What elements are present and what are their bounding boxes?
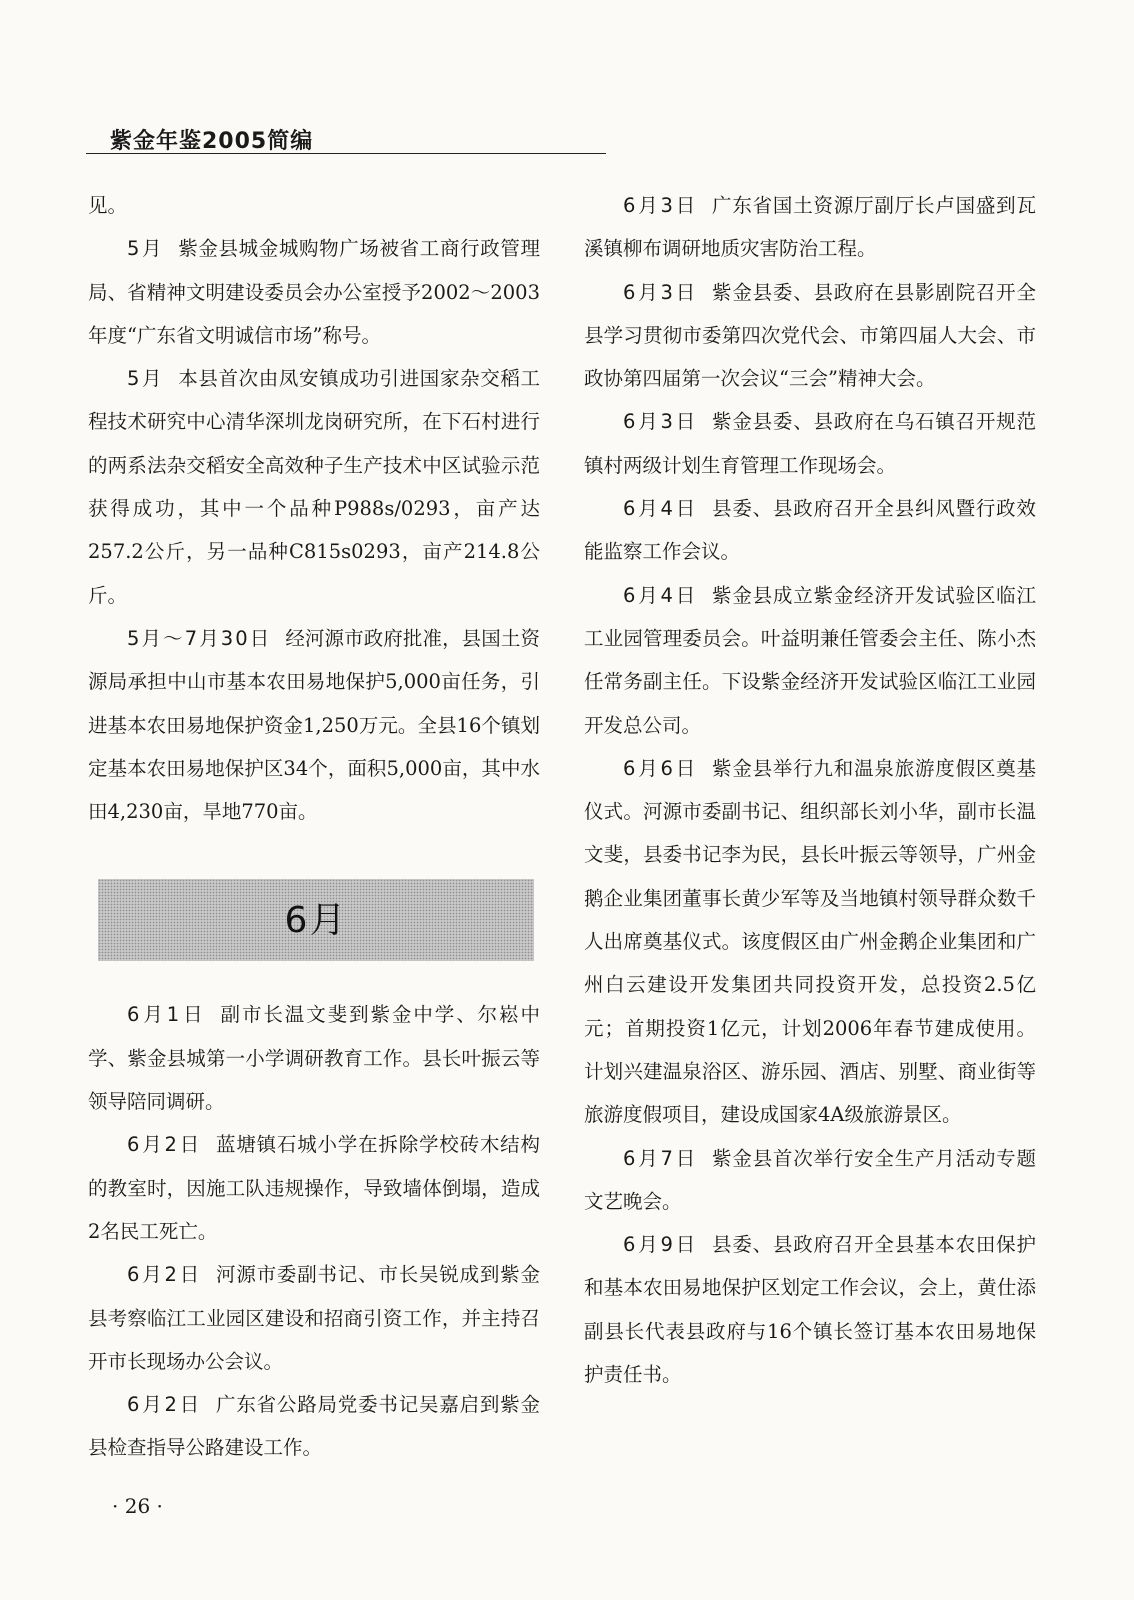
entry-date: 6月7日 bbox=[623, 1146, 699, 1170]
chronicle-entry bbox=[584, 487, 1036, 574]
entry-date: 6月3日 bbox=[623, 410, 699, 434]
entry-text: 河源市委副书记、市长吴锐成到紫金县考察临江工业园区建设和招商引资工作，并主持召开市长现场办公会议。 bbox=[88, 1263, 540, 1373]
chronicle-entry bbox=[584, 1137, 1036, 1224]
entry-text: 紫金县首次举行安全生产月活动专题文艺晚会。 bbox=[584, 1146, 1036, 1213]
chronicle-entry bbox=[88, 227, 540, 357]
entry-date: 6月9日 bbox=[623, 1233, 699, 1257]
entry-date: 6月3日 bbox=[623, 194, 699, 217]
entry-text: 广东省国土资源厅副厅长卢国盛到瓦溪镇柳布调研地质灾害防治工程。 bbox=[584, 194, 1036, 261]
entry-date: 6月4日 bbox=[623, 583, 699, 607]
chronicle-entry bbox=[584, 574, 1036, 747]
entry-text: 紫金县城金城购物广场被省工商行政管理局、省精神文明建设委员会办公室授予2002～2003年度“广东省文明诚信市场”称号。 bbox=[88, 237, 540, 347]
entry-date: 6月6日 bbox=[623, 756, 699, 780]
entry-text: 紫金县成立紫金经济开发试验区临江工业园管理委员会。叶益明兼任管委会主任、陈小杰任常务副主任。下设紫金经济开发试验区临江工业园开发总公司。 bbox=[584, 583, 1036, 737]
chronicle-entry bbox=[584, 184, 1036, 271]
running-header-title: 紫金年鉴2005简编 bbox=[110, 129, 314, 154]
entry-text: 县委、县政府召开全县基本农田保护和基本农田易地保护区划定工作会议，会上，黄仕添副县长代表县政府与16个镇长签订基本农田易地保护责任书。 bbox=[584, 1233, 1036, 1387]
entry-date: 6月4日 bbox=[623, 497, 699, 521]
header-rule bbox=[86, 153, 606, 154]
entry-text: 紫金县委、县政府在乌石镇召开规范镇村两级计划生育管理工作现场会。 bbox=[584, 410, 1036, 477]
entry-text: 副市长温文斐到紫金中学、尔崧中学、紫金县城第一小学调研教育工作。县长叶振云等领导陪同调研。 bbox=[88, 1003, 540, 1114]
month-heading-band bbox=[98, 879, 534, 961]
chronicle-entry bbox=[584, 1223, 1036, 1396]
entry-date: 5月 bbox=[127, 237, 165, 261]
continued-text: 见。 bbox=[88, 194, 128, 217]
entry-text: 广东省公路局党委书记吴嘉启到紫金县检查指导公路建设工作。 bbox=[88, 1393, 540, 1460]
entry-date: 6月2日 bbox=[127, 1133, 203, 1157]
entry-text: 县委、县政府召开全县纠风暨行政效能监察工作会议。 bbox=[584, 497, 1036, 564]
chronicle-entry bbox=[584, 747, 1036, 1137]
chronicle-entry bbox=[584, 400, 1036, 487]
entry-date: 5月～7月30日 bbox=[127, 626, 272, 650]
entry-text: 蓝塘镇石城小学在拆除学校砖木结构的教室时，因施工队违规操作，导致墙体倒塌，造成2名民工死亡。 bbox=[88, 1133, 540, 1243]
entry-date: 6月3日 bbox=[623, 280, 699, 304]
chronicle-entry bbox=[88, 357, 540, 617]
entry-date: 5月 bbox=[127, 367, 165, 391]
entry-text: 紫金县委、县政府在县影剧院召开全县学习贯彻市委第四次党代会、市第四届人大会、市政协第四届第一次会议“三会”精神大会。 bbox=[584, 280, 1036, 391]
entry-text: 经河源市政府批准，县国土资源局承担中山市基本农田易地保护5,000亩任务，引进基本农田易地保护资金1,250万元。全县16个镇划定基本农田易地保护区34个，面积5,000亩，其中水田4,230亩，旱地770亩。 bbox=[88, 626, 540, 824]
month-heading: 6月 bbox=[284, 899, 348, 941]
chronicle-entry bbox=[584, 271, 1036, 401]
chronicle-entry bbox=[88, 1383, 540, 1470]
entry-text: 紫金县举行九和温泉旅游度假区奠基仪式。河源市委副书记、组织部长刘小华，副市长温文斐，县委书记李为民，县长叶振云等领导，广州金鹅企业集团董事长黄少军等及当地镇村领导群众数千人出席奠基仪式。该度假区由广州金鹅企业集团和广州白云建设开发集团共同投资开发，总投资2.5亿元；首期投资1亿元，计划2006年春节建成使用。计划兴建温泉浴区、游乐园、酒店、别墅、商业街等旅游度假项目，建设成国家4A级旅游景区。 bbox=[584, 756, 1036, 1127]
left-column bbox=[88, 184, 540, 1470]
chronicle-entry bbox=[88, 1123, 540, 1253]
chronicle-entry bbox=[88, 1253, 540, 1383]
entry-text: 本县首次由凤安镇成功引进国家杂交稻工程技术研究中心清华深圳龙岗研究所，在下石村进行的两系法杂交稻安全高效种子生产技术中区试验示范获得成功，其中一个品种P988s/0293，亩产达257.2公斤，另一品种C815s0293，亩产214.8公斤。 bbox=[88, 367, 540, 607]
entry-date: 6月1日 bbox=[127, 1003, 207, 1027]
chronicle-entry bbox=[88, 617, 540, 833]
entry-date: 6月2日 bbox=[127, 1263, 203, 1287]
chronicle-entry bbox=[88, 993, 540, 1123]
right-column bbox=[584, 184, 1036, 1396]
entry-date: 6月2日 bbox=[127, 1393, 203, 1417]
page-number: · 26 · bbox=[112, 1494, 163, 1518]
